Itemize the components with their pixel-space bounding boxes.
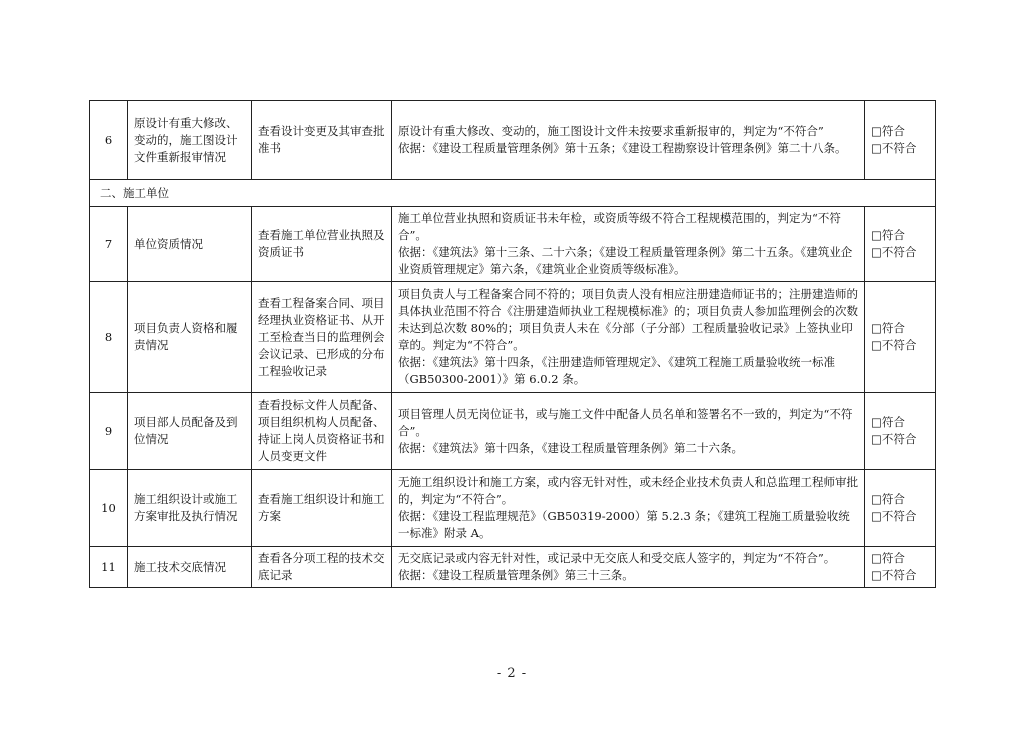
option-nonconform[interactable]: □不符合 bbox=[871, 432, 917, 446]
table-row bbox=[90, 470, 936, 547]
basis-text: 依据：《建筑法》第十四条，《建设工程质量管理条例》第二十六条。 bbox=[398, 440, 743, 455]
check-item: 施工技术交底情况 bbox=[128, 547, 252, 588]
option-conform[interactable]: □符合 bbox=[871, 124, 905, 138]
option-nonconform[interactable]: □不符合 bbox=[871, 141, 917, 155]
option-nonconform[interactable]: □不符合 bbox=[871, 568, 917, 582]
basis-text: 依据：《建筑法》第十三条、二十六条；《建设工程质量管理条例》第二十五条。《建筑业企业资质管理规定》第六条，《建筑业企业资质等级标准》。 bbox=[398, 245, 853, 276]
result-cell bbox=[865, 470, 936, 547]
check-item: 单位资质情况 bbox=[128, 207, 252, 282]
page-number: - 2 - bbox=[496, 666, 528, 681]
standard-text: 项目负责人与工程备案合同不符的；项目负责人没有相应注册建造师证书的；注册建造师的具体执业范围不符合《注册建造师执业工程规模标准》的；项目负责人参加监理例会的次数未达到总次数 80%的；项目负责人未在《分部（子分部）工程质量验收记录》上签执业印章的。判定为“不符合”。 bbox=[398, 287, 858, 352]
check-method: 查看设计变更及其审查批准书 bbox=[252, 101, 392, 180]
result-cell bbox=[865, 393, 936, 470]
basis-text: 依据：《建筑法》第十四条，《注册建造师管理规定》、《建筑工程施工质量验收统一标准（GB50300-2001）》第 6.0.2 条。 bbox=[398, 355, 835, 386]
basis-text: 依据：《建设工程质量管理条例》第十五条；《建设工程勘察设计管理条例》第二十八条。 bbox=[398, 141, 847, 155]
result-cell bbox=[865, 101, 936, 180]
standard-text: 施工单位营业执照和资质证书未年检，或资质等级不符合工程规模范围的，判定为“不符合”。 bbox=[398, 211, 841, 242]
standard-text: 无交底记录或内容无针对性，或记录中无交底人和受交底人签字的，判定为“不符合”。 bbox=[398, 551, 836, 565]
inspection-table bbox=[89, 100, 936, 588]
judgement-standard bbox=[392, 470, 865, 547]
row-number: 6 bbox=[90, 101, 128, 180]
check-method: 查看各分项工程的技术交底记录 bbox=[252, 547, 392, 588]
result-cell bbox=[865, 207, 936, 282]
standard-text: 项目管理人员无岗位证书，或与施工文件中配备人员名单和签署名不一致的，判定为“不符合”。 bbox=[398, 406, 853, 438]
option-nonconform[interactable]: □不符合 bbox=[871, 509, 917, 523]
table-row bbox=[90, 547, 936, 588]
option-conform[interactable]: □符合 bbox=[871, 492, 905, 506]
section-title: 二、施工单位 bbox=[90, 180, 936, 207]
judgement-standard bbox=[392, 547, 865, 588]
check-item: 项目部人员配备及到位情况 bbox=[128, 393, 252, 470]
result-cell bbox=[865, 547, 936, 588]
result-cell bbox=[865, 282, 936, 393]
option-conform[interactable]: □符合 bbox=[871, 415, 905, 429]
row-number: 11 bbox=[90, 547, 128, 588]
option-conform[interactable]: □符合 bbox=[871, 228, 905, 242]
option-conform[interactable]: □符合 bbox=[871, 321, 905, 335]
table-row bbox=[90, 393, 936, 470]
judgement-standard bbox=[392, 207, 865, 282]
standard-text: 无施工组织设计和施工方案，或内容无针对性，或未经企业技术负责人和总监理工程师审批的，判定为“不符合”。 bbox=[398, 475, 858, 506]
section-header-row bbox=[90, 180, 936, 207]
table-row bbox=[90, 101, 936, 180]
row-number: 10 bbox=[90, 470, 128, 547]
check-method: 查看工程备案合同、项目经理执业资格证书、从开工至检查当日的监理例会会议记录、已形成的分布工程验收记录 bbox=[252, 282, 392, 393]
option-conform[interactable]: □符合 bbox=[871, 551, 905, 565]
check-method: 查看施工单位营业执照及资质证书 bbox=[252, 207, 392, 282]
judgement-standard bbox=[392, 393, 865, 470]
table-row bbox=[90, 282, 936, 393]
judgement-standard bbox=[392, 282, 865, 393]
option-nonconform[interactable]: □不符合 bbox=[871, 338, 917, 352]
row-number: 7 bbox=[90, 207, 128, 282]
check-method: 查看施工组织设计和施工方案 bbox=[252, 470, 392, 547]
row-number: 9 bbox=[90, 393, 128, 470]
option-nonconform[interactable]: □不符合 bbox=[871, 245, 917, 259]
check-method: 查看投标文件人员配备、项目组织机构人员配备、持证上岗人员资格证书和人员变更文件 bbox=[252, 393, 392, 470]
check-item: 项目负责人资格和履责情况 bbox=[128, 282, 252, 393]
row-number: 8 bbox=[90, 282, 128, 393]
standard-text: 原设计有重大修改、变动的，施工图设计文件未按要求重新报审的，判定为“不符合” bbox=[398, 124, 824, 138]
judgement-standard bbox=[392, 101, 865, 180]
check-item: 施工组织设计或施工方案审批及执行情况 bbox=[128, 470, 252, 547]
table-row bbox=[90, 207, 936, 282]
check-item: 原设计有重大修改、变动的，施工图设计文件重新报审情况 bbox=[128, 101, 252, 180]
basis-text: 依据：《建设工程监理规范》（GB50319-2000）第 5.2.3 条；《建筑工程施工质量验收统一标准》附录 A。 bbox=[398, 509, 850, 540]
basis-text: 依据：《建设工程质量管理条例》第三十三条。 bbox=[398, 568, 634, 582]
